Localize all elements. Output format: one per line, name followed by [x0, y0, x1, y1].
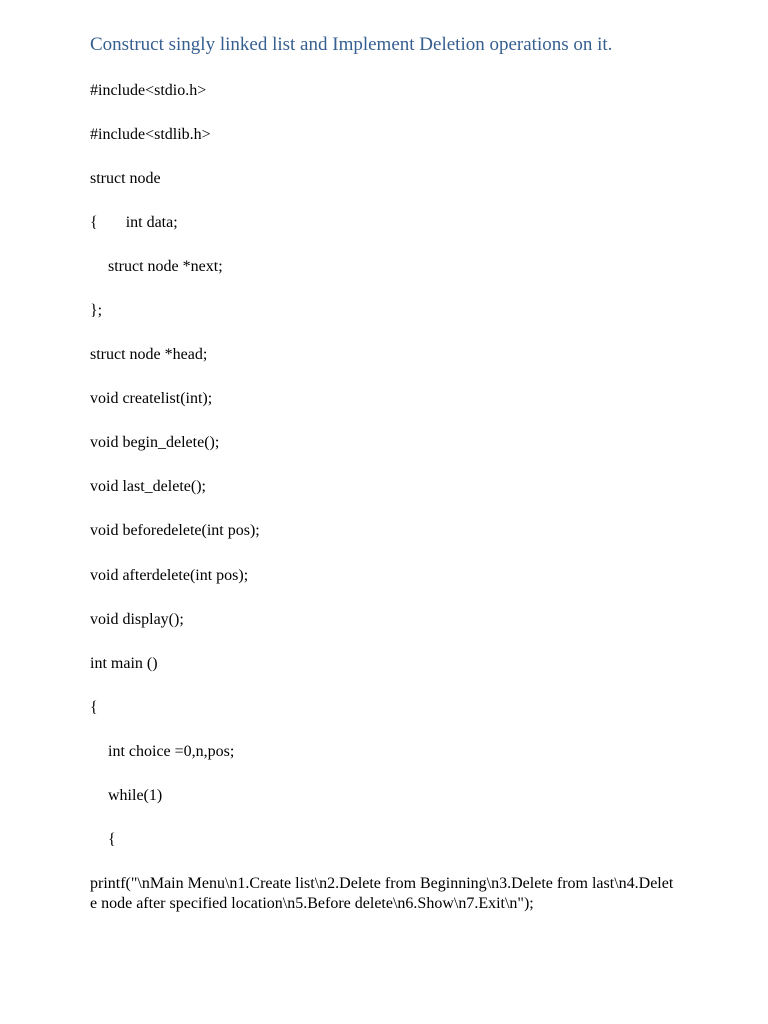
code-line-struct-node: struct node	[90, 170, 161, 187]
code-line-include-stdio: #include<stdio.h>	[90, 82, 207, 99]
code-line-head: struct node *head;	[90, 346, 208, 363]
document-title: Construct singly linked list and Implement Deletion operations on it.	[90, 34, 613, 55]
code-line-struct-close: };	[90, 302, 103, 319]
code-line-while: while(1)	[108, 787, 163, 804]
code-line-printf-menu: printf("\nMain Menu\n1.Create list\n2.Delete from Beginning\n3.Delete from last\n4.Delete node after specified location\n5.Before delete\n6.Show\n7.Exit\n");	[90, 875, 674, 912]
code-line-afterdelete: void afterdelete(int pos);	[90, 567, 249, 584]
code-line-beforedelete: void beforedelete(int pos);	[90, 522, 260, 539]
code-open-brace: {	[90, 214, 98, 231]
code-line-choice: int choice =0,n,pos;	[108, 743, 235, 760]
code-line-main-open: {	[90, 699, 98, 716]
code-line-last-delete: void last_delete();	[90, 478, 206, 495]
code-line-struct-open	[90, 213, 178, 233]
code-line-while-open: {	[108, 831, 116, 848]
code-int-data: int data;	[125, 214, 178, 231]
code-line-createlist: void createlist(int);	[90, 390, 213, 407]
code-line-begin-delete: void begin_delete();	[90, 434, 220, 451]
code-line-next-pointer: struct node *next;	[108, 258, 223, 275]
code-line-main: int main ()	[90, 655, 158, 672]
code-line-include-stdlib: #include<stdlib.h>	[90, 126, 211, 143]
code-line-display: void display();	[90, 611, 184, 628]
